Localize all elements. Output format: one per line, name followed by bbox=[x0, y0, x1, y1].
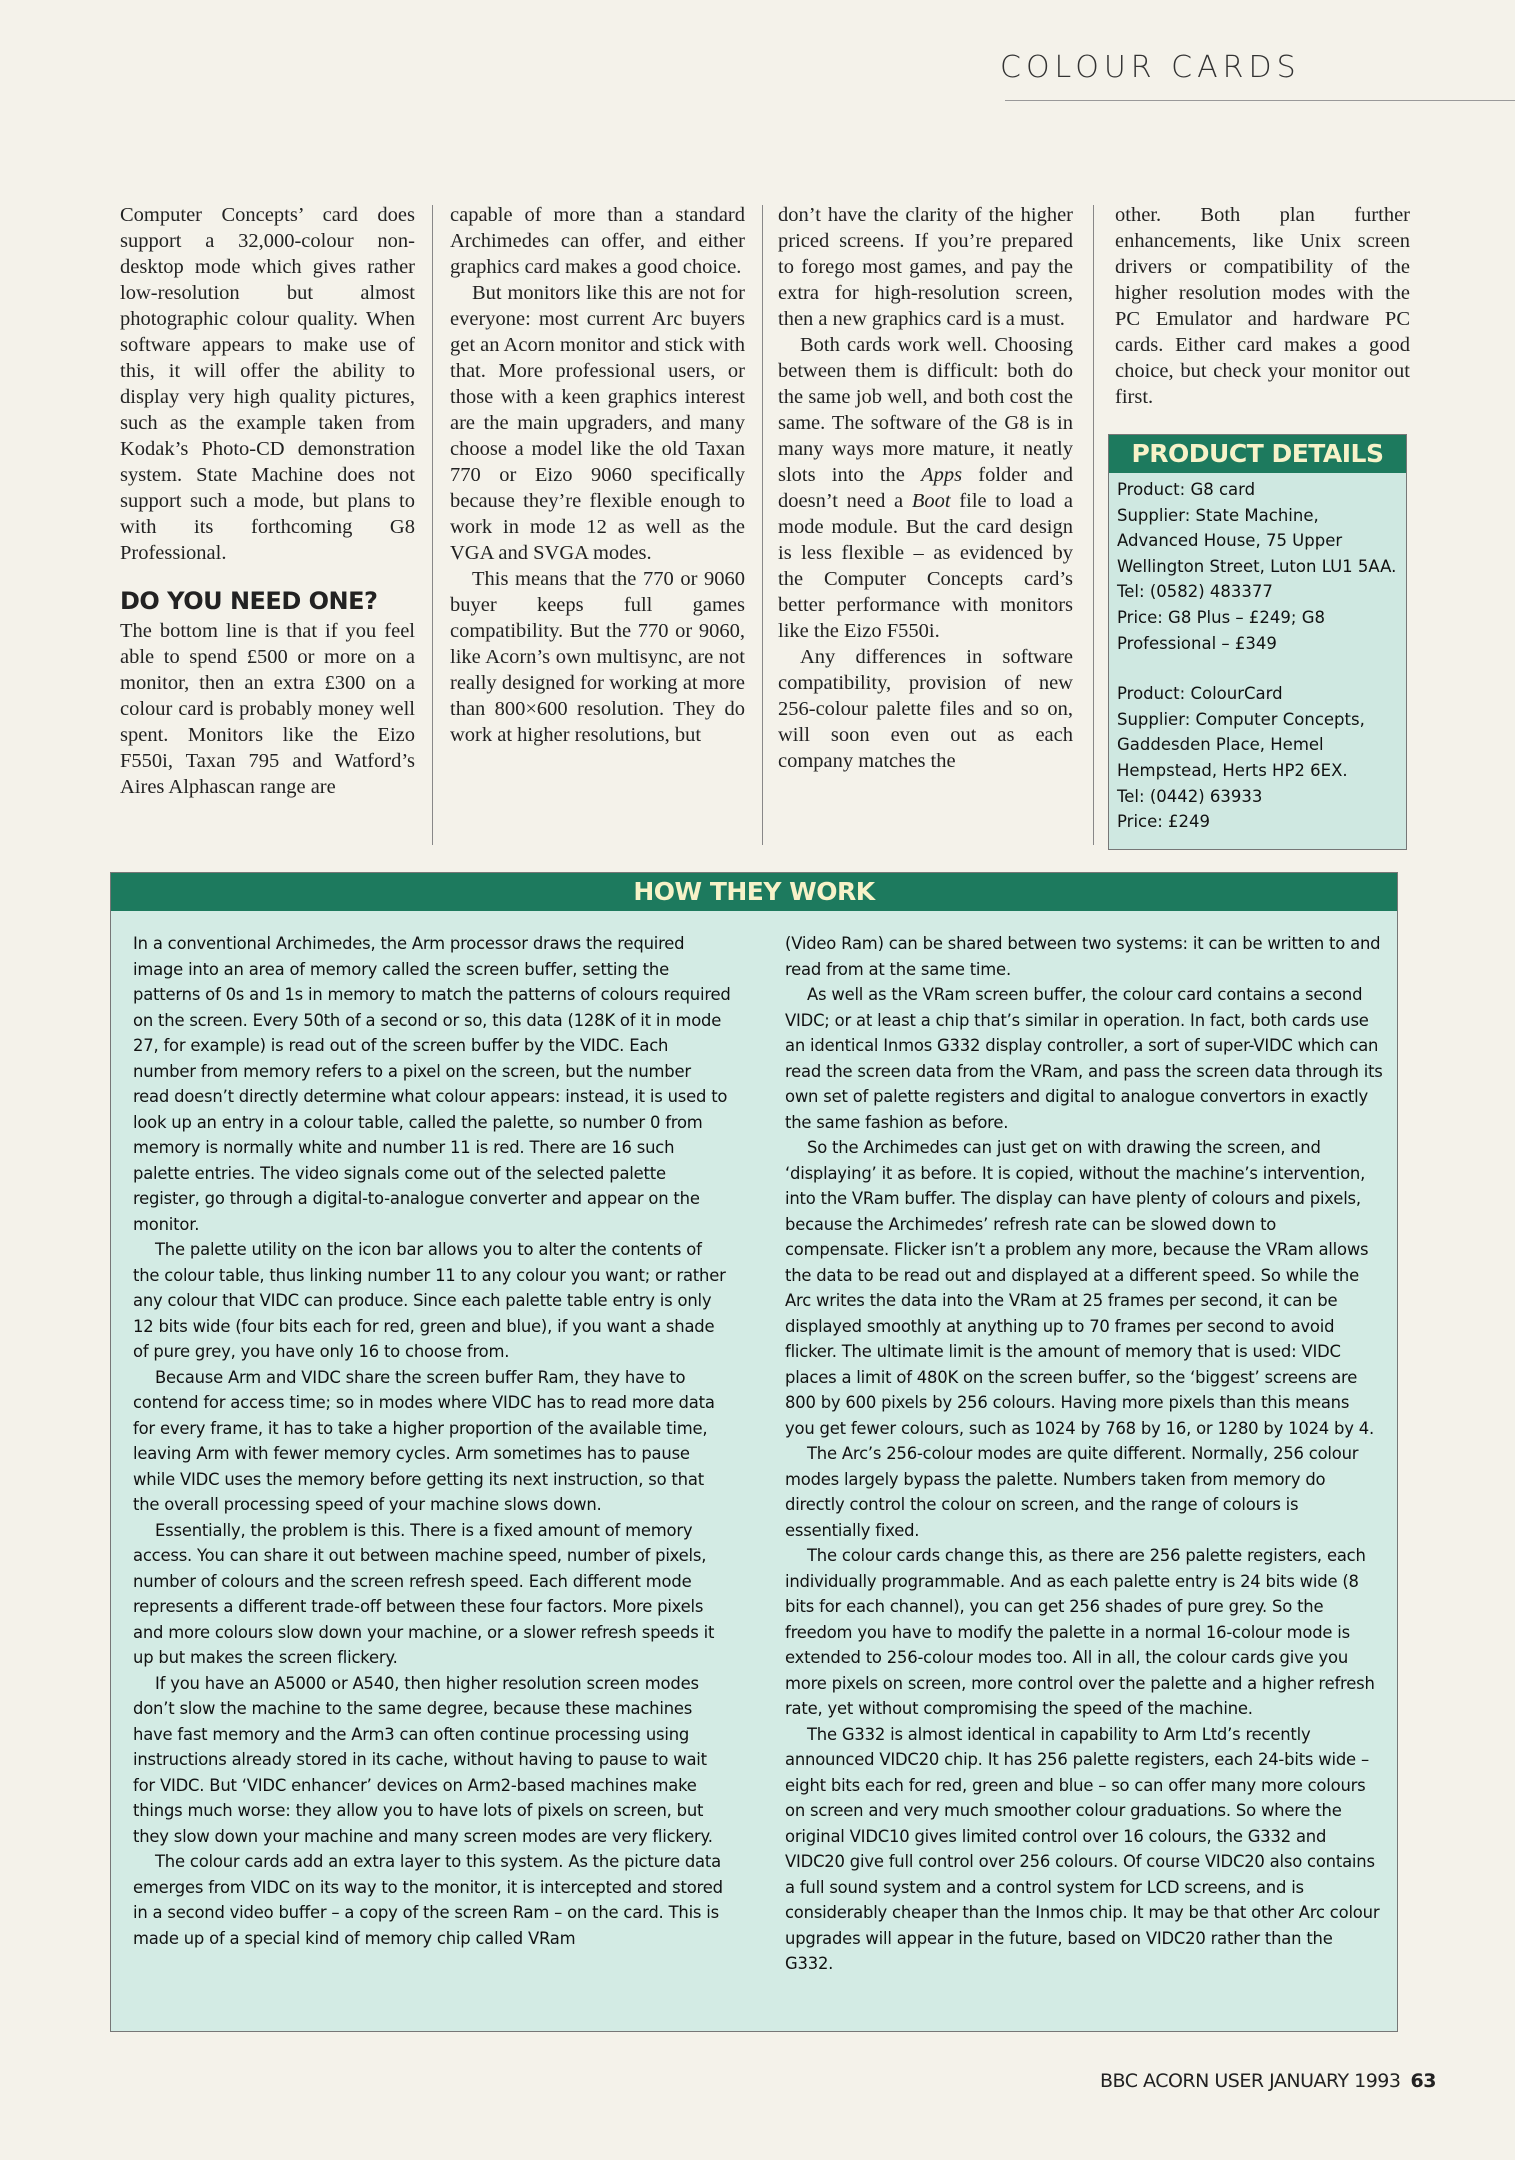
page-footer bbox=[1100, 2070, 1436, 2092]
running-head: COLOUR CARDS bbox=[1000, 50, 1301, 85]
page-number: 63 bbox=[1410, 2070, 1436, 2092]
colourcard-tel: Tel: (0442) 63933 bbox=[1117, 786, 1263, 806]
paragraph: But monitors like this are not for everyone: most current Arc buyers get an Acorn monitor and stick with that. More professional users, or those with a keen graphics interest are the main upgraders, and many choose a model like the old Taxan 770 or Eizo 9060 specifically because they’re flexible enough to work in mode 12 as well as the VGA and SVGA modes. bbox=[450, 282, 745, 564]
paragraph: The colour cards change this, as there are 256 palette registers, each individually programmable. And as each palette entry is 24 bits wide (8 bits for each channel), you can get 256 shades of pure grey. So the freedom you have to modify the palette in a normal 16-colour mode is extended to 256-colour modes too. All in all, the colour cards give you more pixels on screen, more control over the palette and a higher refresh rate, yet without compromising the speed of the machine. bbox=[785, 1546, 1375, 1718]
article-column-3 bbox=[778, 202, 1073, 774]
how-column-left bbox=[133, 931, 731, 1951]
paragraph: Computer Concepts’ card does support a 32,000-colour non-desktop mode which gives rather low-resolution but almost photographic colour quality. When software appears to make use of this, it will offer the ability to display very high quality pictures, such as the example taken from Kodak’s Photo-CD demonstration system. State Machine does not support such a mode, but plans to with its forthcoming G8 Professional. bbox=[120, 204, 415, 564]
paragraph: Any differences in software compatibility, provision of new 256-colour palette files and so on, will soon even out as each company matches the bbox=[778, 646, 1073, 772]
product-details-box bbox=[1108, 434, 1407, 850]
subheading: DO YOU NEED ONE? bbox=[120, 587, 378, 615]
paragraph: (Video Ram) can be shared between two systems: it can be written to and read from at the same time. bbox=[785, 934, 1381, 979]
text: file to load a mode module. But the card design is less flexible – as evidenced by the Computer Concepts card’s better performance with monitors like the Eizo F550i. bbox=[778, 490, 1074, 642]
publication-name: BBC ACORN USER JANUARY 1993 bbox=[1100, 2070, 1401, 2092]
header-rule bbox=[1005, 100, 1515, 101]
paragraph: The G332 is almost identical in capability to Arm Ltd’s recently announced VIDC20 chip. It has 256 palette registers, each 24-bits wide – eight bits each for red, green and blue – so can offer many more colours on screen and very much smoother colour graduations. So where the original VIDC10 gives limited control over 16 colours, the G332 and VIDC20 give full control over 256 colours. Of course VIDC20 also contains a full sound system and a control system for LCD screens, and is considerably cheaper than the Inmos chip. It may be that other Arc colour upgrades will appear in the future, based on VIDC20 rather than the G332. bbox=[785, 1724, 1380, 1973]
g8-tel: Tel: (0582) 483377 bbox=[1117, 582, 1273, 602]
italic-term: Boot bbox=[911, 490, 951, 512]
paragraph: As well as the VRam screen buffer, the colour card contains a second VIDC; or at least a chip that’s similar in operation. In fact, both cards use an identical Inmos G332 display controller, a sort of super-VIDC which can read the screen data from the VRam, and pass the screen data through its own set of palette registers and digital to analogue convertors in exactly the same fashion as before. bbox=[785, 985, 1383, 1132]
g8-supplier: Supplier: State Machine, Advanced House, 75 Upper Wellington Street, Luton LU1 5AA. bbox=[1117, 505, 1397, 576]
text: Both cards work well. Choosing between them is difficult: both do the same job well, and both cost the same. The software of the G8 is in many ways more mature, it neatly slots into the bbox=[778, 334, 1073, 486]
paragraph: Because Arm and VIDC share the screen buffer Ram, they have to contend for access time; so in modes where VIDC has to read more data for every frame, it has to take a higher proportion of the available time, leaving Arm with fewer memory cycles. Arm sometimes has to pause while VIDC uses the memory before getting its next instruction, so that the overall processing speed of your machine slows down. bbox=[133, 1367, 715, 1514]
paragraph: This means that the 770 or 9060 buyer keeps full games compatibility. But the 770 or 9060, like Acorn’s own multisync, are not really designed for working at more than 800×600 resolution. They do work at higher resolutions, but bbox=[450, 568, 745, 746]
paragraph: The Arc’s 256-colour modes are quite different. Normally, 256 colour modes largely bypass the palette. Numbers taken from memory do directly control the colour on screen, and the range of colours is essentially fixed. bbox=[785, 1444, 1359, 1540]
paragraph: Essentially, the problem is this. There is a fixed amount of memory access. You can share it out between machine speed, number of pixels, number of colours and the screen refresh speed. Each different mode represents a different trade-off between these four factors. More pixels and more colours slow down your machine, or a slower refresh speeds it up but makes the screen flickery. bbox=[133, 1520, 715, 1667]
paragraph: capable of more than a standard Archimedes can offer, and either graphics card makes a good choice. bbox=[450, 204, 745, 278]
paragraph: So the Archimedes can just get on with drawing the screen, and ‘displaying’ it as before. It is copied, without the machine’s intervention, into the VRam buffer. The display can have plenty of colours and pixels, because the Archimedes’ refresh rate can be slowed down to compensate. Flicker isn’t a problem any more, because the VRam allows the data to be read out and displayed at a different speed. So while the Arc writes the data into the VRam at 25 frames per second, it can be displayed smoothly at anything up to 70 frames per second to avoid flicker. The ultimate limit is the amount of memory that is used: VIDC places a limit of 480K on the screen buffer, so the ‘biggest’ screens are 800 by 600 pixels by 256 colours. Having more pixels than this means you get fewer colours, such as 1024 by 768 by 16, or 1280 by 1024 by 4. bbox=[785, 1138, 1374, 1438]
paragraph: don’t have the clarity of the higher priced screens. If you’re prepared to forego most games, and pay the extra for high-resolution screen, then a new graphics card is a must. bbox=[778, 204, 1073, 330]
paragraph bbox=[778, 332, 1073, 644]
column-rule bbox=[1093, 205, 1094, 845]
how-column-right bbox=[785, 931, 1383, 1977]
g8-product: Product: G8 card bbox=[1117, 480, 1256, 499]
text: folder and doesn’t need a bbox=[778, 464, 1074, 512]
how-they-work-title: HOW THEY WORK bbox=[111, 873, 1397, 911]
paragraph: In a conventional Archimedes, the Arm processor draws the required image into an area of memory called the screen buffer, setting the patterns of 0s and 1s in memory to match the patterns of colours required on the screen. Every 50th of a second or so, this data (128K of it in mode 27, for example) is read out of the screen buffer by the VIDC. Each number from memory refers to a pixel on the screen, but the number read doesn’t directly determine what colour appears: instead, it is used to look up an entry in a colour table, called the palette, so number 0 from memory is normally white and number 11 is red. There are 16 such palette entries. The video signals come out of the selected palette register, go through a digital-to-analogue converter and appear on the monitor. bbox=[133, 934, 731, 1234]
italic-term: Apps bbox=[921, 464, 963, 486]
column-rule bbox=[762, 205, 763, 845]
paragraph: The bottom line is that if you feel able to spend £500 or more on a monitor, then an extra £300 on a colour card is probably money well spent. Monitors like the Eizo F550i, Taxan 795 and Watford’s Aires Alphascan range are bbox=[120, 620, 415, 798]
column-rule bbox=[432, 205, 433, 845]
product-details-title: PRODUCT DETAILS bbox=[1109, 435, 1406, 473]
paragraph: If you have an A5000 or A540, then higher resolution screen modes don’t slow the machine to the same degree, because these machines have fast memory and the Arm3 can often continue processing using instructions already stored in its cache, without having to pause to wait for VIDC. But ‘VIDC enhancer’ devices on Arm2-based machines make things much worse: they allow you to have lots of pixels on screen, but they slow down your machine and many screen modes are very flickery. bbox=[133, 1673, 713, 1846]
how-they-work-box bbox=[110, 872, 1398, 2032]
article-column-1 bbox=[120, 202, 415, 800]
paragraph: The colour cards add an extra layer to this system. As the picture data emerges from VIDC on its way to the monitor, it is intercepted and stored in a second video buffer – a copy of the screen Ram – on the card. This is made up of a special kind of memory chip called VRam bbox=[133, 1852, 723, 1948]
article-column-2 bbox=[450, 202, 745, 748]
paragraph: The palette utility on the icon bar allows you to alter the contents of the colour table, thus linking number 11 to any colour you want; or rather any colour that VIDC can produce. Since each palette table entry is only 12 bits wide (four bits each for red, green and blue), if you want a shade of pure grey, you have only 16 to choose from. bbox=[133, 1240, 726, 1361]
g8-price: Price: G8 Plus – £249; G8 Professional – £349 bbox=[1117, 607, 1325, 653]
colourcard-supplier: Supplier: Computer Concepts, Gaddesden Place, Hemel Hempstead, Herts HP2 6EX. bbox=[1117, 709, 1365, 780]
paragraph: other. Both plan further enhancements, like Unix screen drivers or compatibility of the higher resolution modes with the PC Emulator and hardware PC cards. Either card makes a good choice, but check your monitor out first. bbox=[1115, 204, 1410, 408]
colourcard-price: Price: £249 bbox=[1117, 812, 1211, 832]
article-column-4 bbox=[1115, 202, 1410, 410]
colourcard-product: Product: ColourCard bbox=[1117, 684, 1283, 704]
